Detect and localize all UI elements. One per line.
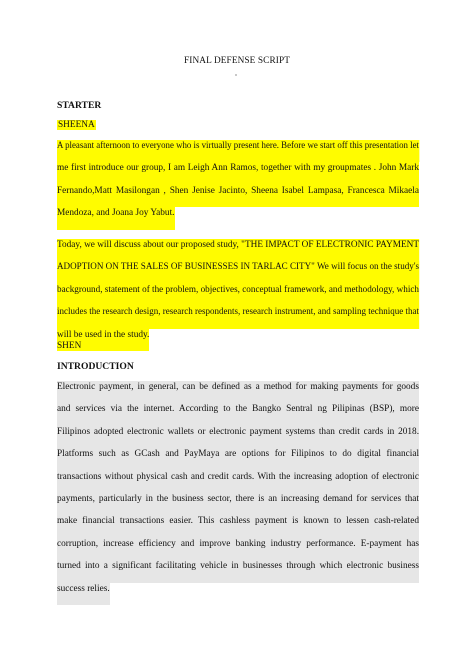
line-text: background, statement of the problem, objectives, conceptual framework, and methodology, which bbox=[57, 284, 419, 306]
section-heading-starter: STARTER bbox=[57, 100, 102, 111]
line-text: A pleasant afternoon to everyone who is virtually present here. Before we start off this presentation let bbox=[57, 140, 419, 162]
line-text: Electronic payment, in general, can be defined as a method for making payments for goods bbox=[57, 381, 419, 403]
paragraph-line bbox=[57, 448, 419, 470]
paragraph-introduction bbox=[57, 381, 419, 605]
section-heading-introduction: INTRODUCTION bbox=[57, 361, 134, 372]
paragraph-line bbox=[57, 583, 419, 605]
speaker-label-sheena bbox=[57, 120, 96, 130]
paragraph-line bbox=[57, 515, 419, 537]
speaker-name: SHEENA bbox=[58, 120, 95, 130]
line-text: transactions without physical cash and credit cards. With the increasing adoption of electronic bbox=[57, 471, 419, 493]
line-text: Platforms such as GCash and PayMaya are options for Filipinos to do digital financial bbox=[57, 448, 419, 470]
paragraph-study-overview bbox=[57, 239, 419, 351]
paragraph-line bbox=[57, 185, 419, 207]
line-text: will be used in the study. bbox=[57, 329, 149, 351]
line-text: includes the research design, research respondents, research instrument, and sampling technique that bbox=[57, 306, 419, 328]
line-text: Fernando,Matt Masilongan , Shen Jenise Jacinto, Sheena Isabel Lampasa, Francesca Mikaela bbox=[57, 185, 419, 207]
line-text: me first introduce our group, I am Leigh Ann Ramos, together with my groupmates . John Mark bbox=[57, 162, 419, 184]
paragraph-line bbox=[57, 471, 419, 493]
paragraph-line bbox=[57, 403, 419, 425]
line-text: Filipinos adopted electronic wallets or electronic payment systems than credit cards in 2018. bbox=[57, 426, 419, 448]
line-text: Mendoza, and Joana Joy Yabut. bbox=[57, 207, 175, 229]
line-text: success relies. bbox=[57, 583, 110, 605]
paragraph-line bbox=[57, 261, 419, 283]
paragraph-line bbox=[57, 329, 419, 351]
line-text: make financial transactions easier. This cashless payment is known to lessen cash-related bbox=[57, 515, 419, 537]
paragraph-line bbox=[57, 560, 419, 582]
paragraph-intro-speaker bbox=[57, 140, 419, 230]
paragraph-line bbox=[57, 140, 419, 162]
paragraph-line bbox=[57, 162, 419, 184]
line-text: payments, particularly in the business sector, there is an increasing demand for services that bbox=[57, 493, 419, 515]
page-marker bbox=[235, 74, 237, 76]
line-text: corruption, increase efficiency and improve banking industry performance. E-payment has bbox=[57, 538, 419, 560]
paragraph-line bbox=[57, 239, 419, 261]
paragraph-line bbox=[57, 306, 419, 328]
paragraph-line bbox=[57, 381, 419, 403]
speaker-label-shen: SHEN bbox=[57, 341, 82, 351]
paragraph-line bbox=[57, 284, 419, 306]
paragraph-line bbox=[57, 207, 419, 229]
line-text: Today, we will discuss about our proposed study, "THE IMPACT OF ELECTRONIC PAYMENT bbox=[57, 239, 419, 261]
line-text: turned into a significant facilitating vehicle in businesses through which electronic business bbox=[57, 560, 419, 582]
paragraph-line bbox=[57, 493, 419, 515]
line-text: ADOPTION ON THE SALES OF BUSINESSES IN TARLAC CITY" We will focus on the study's bbox=[57, 261, 419, 283]
document-title: FINAL DEFENSE SCRIPT bbox=[184, 56, 290, 66]
line-text: and services via the internet. According to the Bangko Sentral ng Pilipinas (BSP), more bbox=[57, 403, 419, 425]
paragraph-line bbox=[57, 538, 419, 560]
paragraph-line bbox=[57, 426, 419, 448]
